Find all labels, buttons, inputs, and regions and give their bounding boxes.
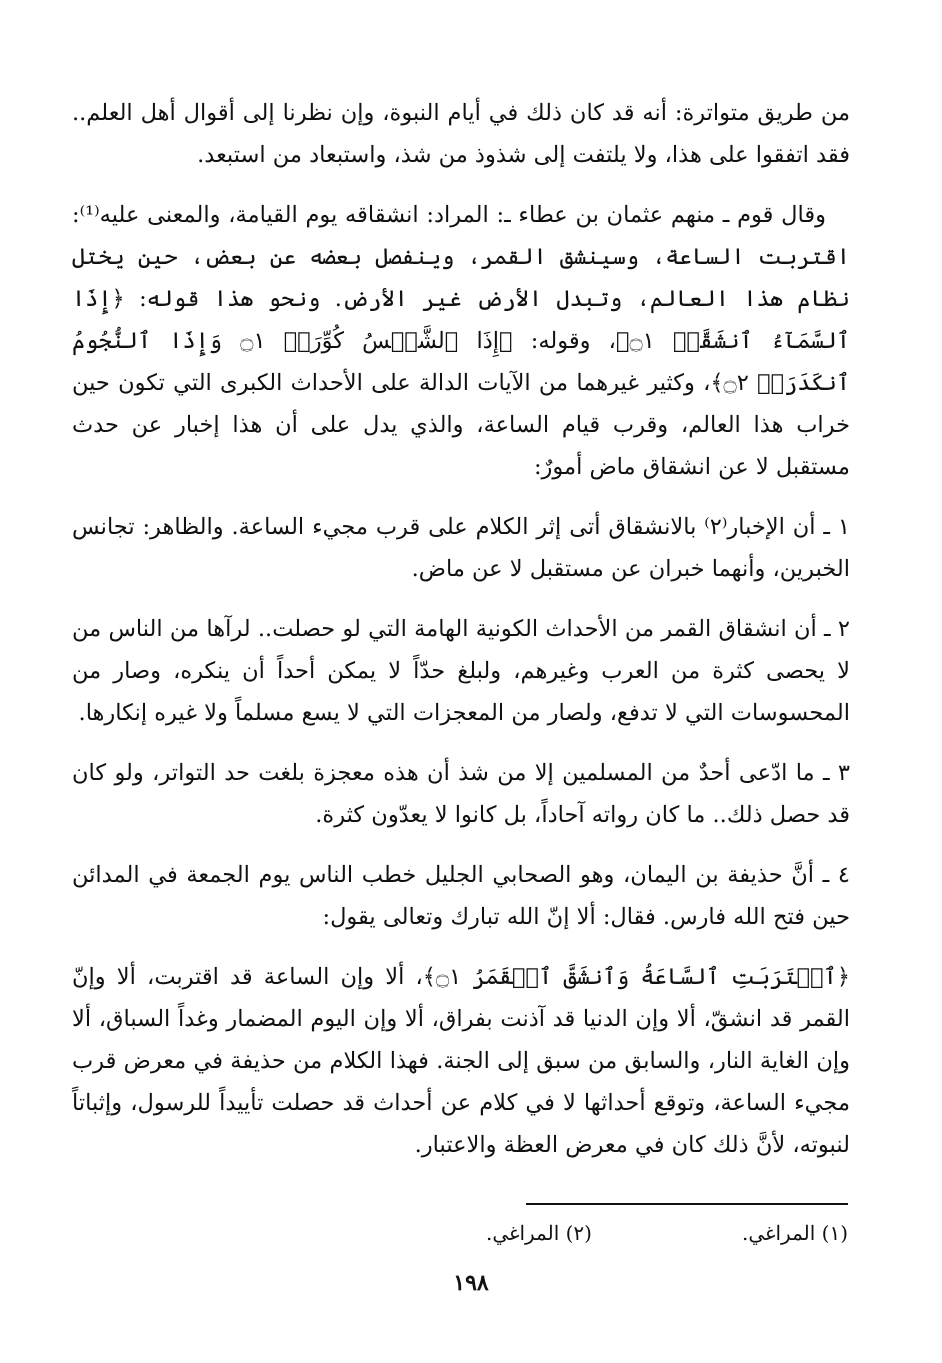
footnote-separator	[526, 1203, 848, 1205]
page-number: ١٩٨	[453, 1270, 489, 1296]
paragraph-6: ٤ ـ أنَّ حذيفة بن اليمان، وهو الصحابي الجليل خطب الناس يوم الجمعة في المدائن حين فتح الله فارس. فقال: ألا إنّ الله تبارك وتعالى يقول:	[72, 862, 850, 930]
paragraph-4: ٢ ـ أن انشقاق القمر من الأحداث الكونية الهامة التي لو حصلت.. لرآها من الناس من لا يحصى كثرة من العرب وغيرهم، ولبلغ حدّاً لا يمكن أحداً أن ينكره، وصار من المحسوسات التي لا تدفع، ولصار من المعجزات التي لا يسع مسلماً ولا غيره إنكارها.	[72, 616, 850, 726]
footnote-2: (٢) المراغي.	[485, 1221, 592, 1245]
paragraph-5: ٣ ـ ما ادّعى أحدٌ من المسلمين إلا من شذ أن هذه معجزة بلغت حد التواتر، ولو كان قد حصل ذلك.. ما كان رواته آحاداً، بل كانوا لا يعدّون كثرة.	[72, 760, 850, 828]
page-body	[72, 92, 850, 1184]
paragraph-3: ١ ـ أن الإخبار⁽٢⁾ بالانشقاق أتى إثر الكلام على قرب مجيء الساعة. والظاهر: تجانس الخبرين، وأنهما خبران عن مستقبل لا عن ماض.	[72, 514, 850, 582]
footnote-1: (١) المراغي.	[741, 1221, 848, 1245]
footnotes	[72, 1218, 848, 1248]
paragraph-1: من طريق متواترة: أنه قد كان ذلك في أيام النبوة، وإن نظرنا إلى أقوال أهل العلم.. فقد اتفقوا على هذا، ولا يلتفت إلى شذوذ من شذ، واستبعاد من استبعد.	[72, 100, 850, 168]
paragraph-2: وقال قوم ـ منهم عثمان بن عطاء ـ: المراد: انشقاقه يوم القيامة، والمعنى عليه⁽¹⁾: اقتربت الساعة، وسينشق القمر، وينفصل بعضه عن بعض، حين يختل نظام هذا العالم، وتبدل الأرض غير الأرض. ونحو هذا قوله: ﴿إِذَا ٱلسَّمَآءُ ٱنشَقَّتۡ ۝١﴾، وقوله: ﴿إِذَا ٱلشَّمۡسُ كُوِّرَتۡ ۝١ وَإِذَا ٱلنُّجُومُ ٱنكَدَرَتۡ ۝٢﴾، وكثير غيرهما من الآيات الدالة على الأحداث الكبرى التي تكون حين خراب هذا العالم، وقرب قيام الساعة، والذي يدل على أن هذا إخبار عن حدث مستقبل لا عن انشقاق ماض أمورٌ:	[72, 202, 850, 480]
paragraph-7: ﴿ٱقۡتَرَبَتِ ٱلسَّاعَةُ وَٱنشَقَّ ٱلۡقَمَرُ ۝١﴾، ألا وإن الساعة قد اقتربت، ألا وإنّ القمر قد انشقّ، ألا وإن الدنيا قد آذنت بفراق، ألا وإن اليوم المضمار وغداً السباق، ألا وإن الغاية النار، والسابق من سبق إلى الجنة. فهذا الكلام من حذيفة في معرض قرب مجيء الساعة، وتوقع أحداثها لا في كلام عن أحداث قد حصلت تأييداً للرسول، وإثباتاً لنبوته، لأنَّ ذلك كان في معرض العظة والاعتبار.	[72, 964, 851, 1158]
